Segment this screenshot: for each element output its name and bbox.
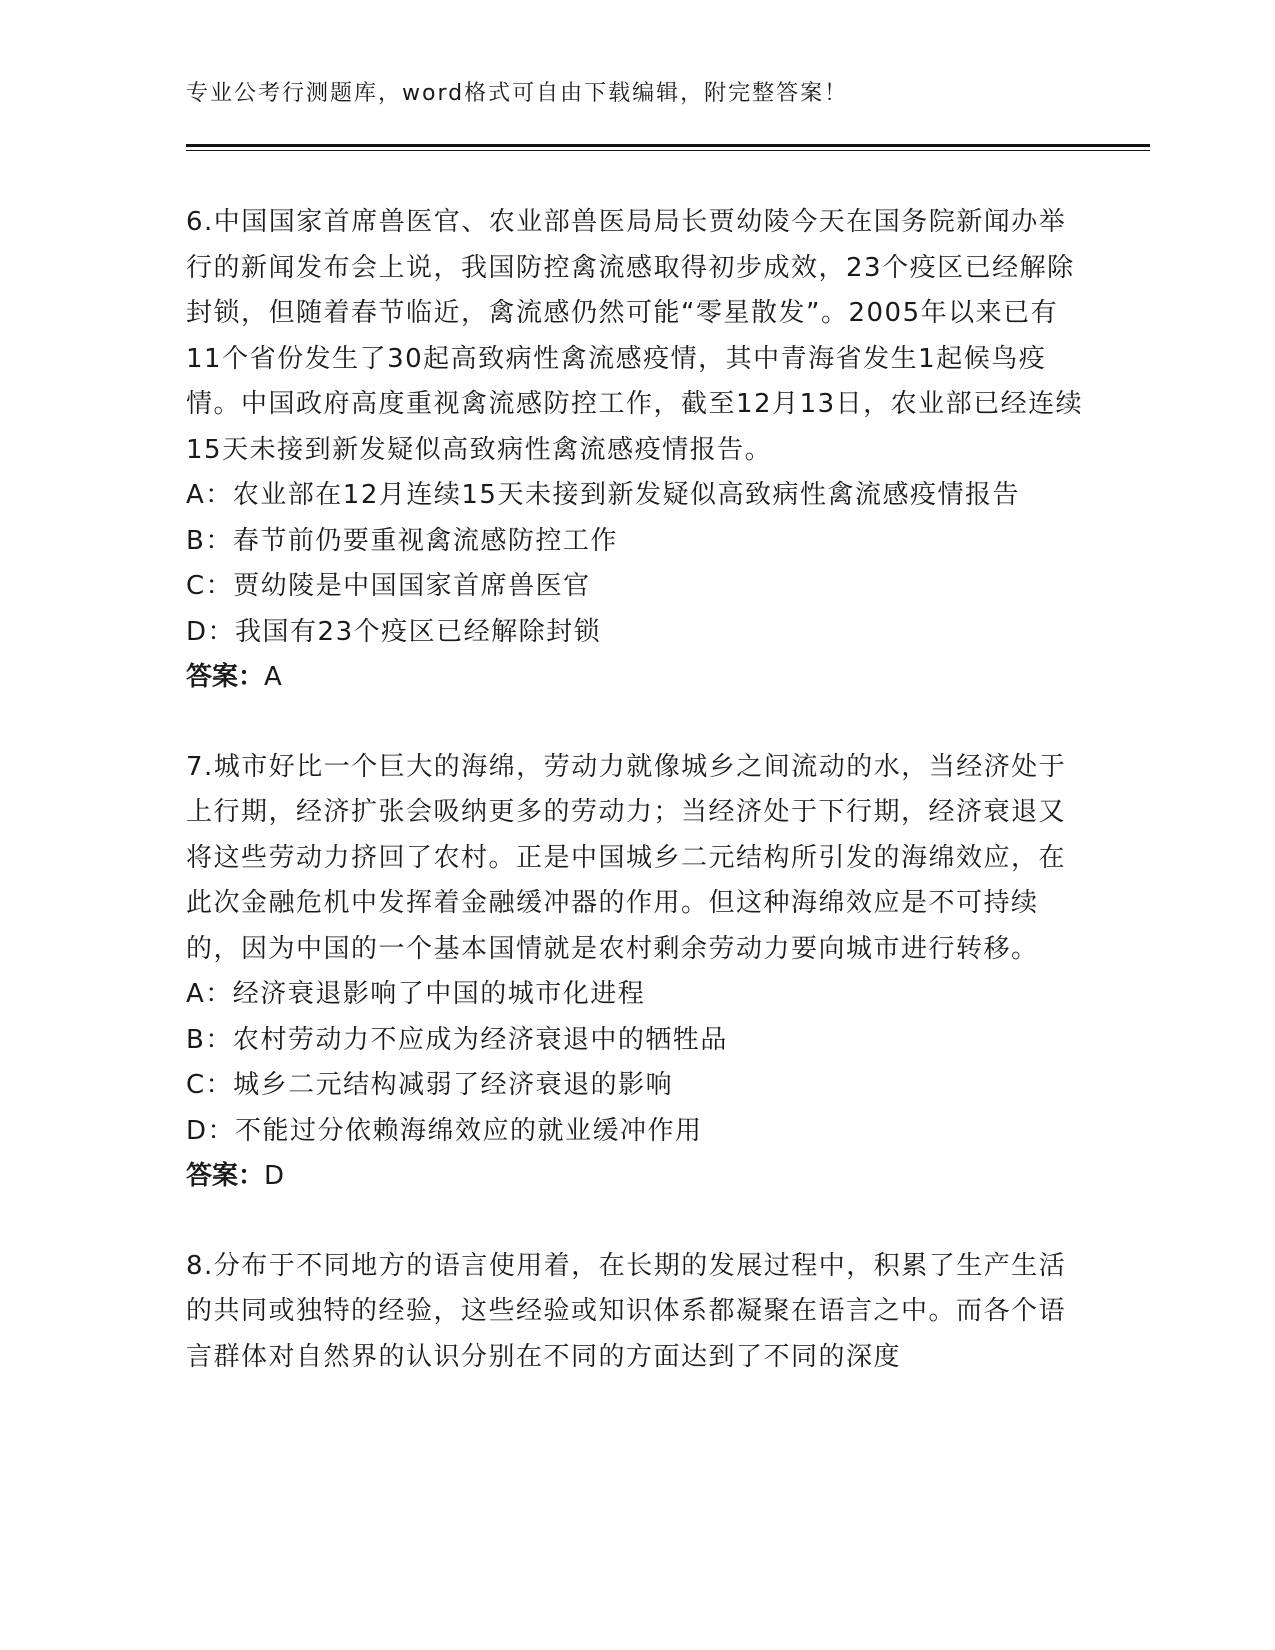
option-a: A：经济衰退影响了中国的城市化进程 xyxy=(186,979,646,1009)
question-list xyxy=(186,200,1086,1380)
option-c: C：城乡二元结构减弱了经济衰退的影响 xyxy=(186,1070,674,1100)
answer-value: A xyxy=(264,662,282,692)
question-stem: 7.城市好比一个巨大的海绵，劳动力就像城乡之间流动的水，当经济处于上行期，经济扩张会吸纳更多的劳动力；当经济处于下行期，经济衰退又将这些劳动力挤回了农村。正是中国城乡二元结构所引发的海绵效应，在此次金融危机中发挥着金融缓冲器的作用。但这种海绵效应是不可持续的，因为中国的一个基本国情就是农村剩余劳动力要向城市进行转移。 xyxy=(186,751,1067,964)
option-d: D：不能过分依赖海绵效应的就业缓冲作用 xyxy=(186,1115,703,1146)
answer-line xyxy=(186,1154,1086,1200)
question-stem: 8.分布于不同地方的语言使用着，在长期的发展过程中，积累了生产生活的共同或独特的经验，这些经验或知识体系都凝聚在语言之中。而各个语言群体对自然界的认识分别在不同的方面达到了不同的深度 xyxy=(186,1250,1067,1372)
option-b: B：农村劳动力不应成为经济衰退中的牺牲品 xyxy=(186,1024,728,1055)
header-text: 专业公考行测题库，word格式可自由下载编辑，附完整答案！ xyxy=(186,81,849,106)
option-c: C：贾幼陵是中国国家首席兽医官 xyxy=(186,571,591,601)
header-rule-thin xyxy=(186,150,1150,151)
option-b: B：春节前仍要重视禽流感防控工作 xyxy=(186,525,618,556)
question-7 xyxy=(186,745,1086,1200)
header-rule-thick xyxy=(186,144,1150,147)
answer-label: 答案： xyxy=(186,1161,265,1191)
answer-label: 答案： xyxy=(186,662,265,692)
question-6 xyxy=(186,200,1086,701)
option-d: D：我国有23个疫区已经解除封锁 xyxy=(186,616,602,647)
question-stem: 6.中国国家首席兽医官、农业部兽医局局长贾幼陵今天在国务院新闻办举行的新闻发布会上说，我国防控禽流感取得初步成效，23个疫区已经解除封锁，但随着春节临近，禽流感仍然可能“零星散发”。2005年以来已有11个省份发生了30起高致病性禽流感疫情，其中青海省发生1起候鸟疫情。中国政府高度重视禽流感防控工作，截至12月13日，农业部已经连续15天未接到新发疑似高致病性禽流感疫情报告。 xyxy=(186,207,1084,465)
answer-line xyxy=(186,655,1086,701)
answer-value: D xyxy=(264,1161,285,1191)
option-a: A：农业部在12月连续15天未接到新发疑似高致病性禽流感疫情报告 xyxy=(186,480,1020,510)
question-8 xyxy=(186,1244,1086,1381)
